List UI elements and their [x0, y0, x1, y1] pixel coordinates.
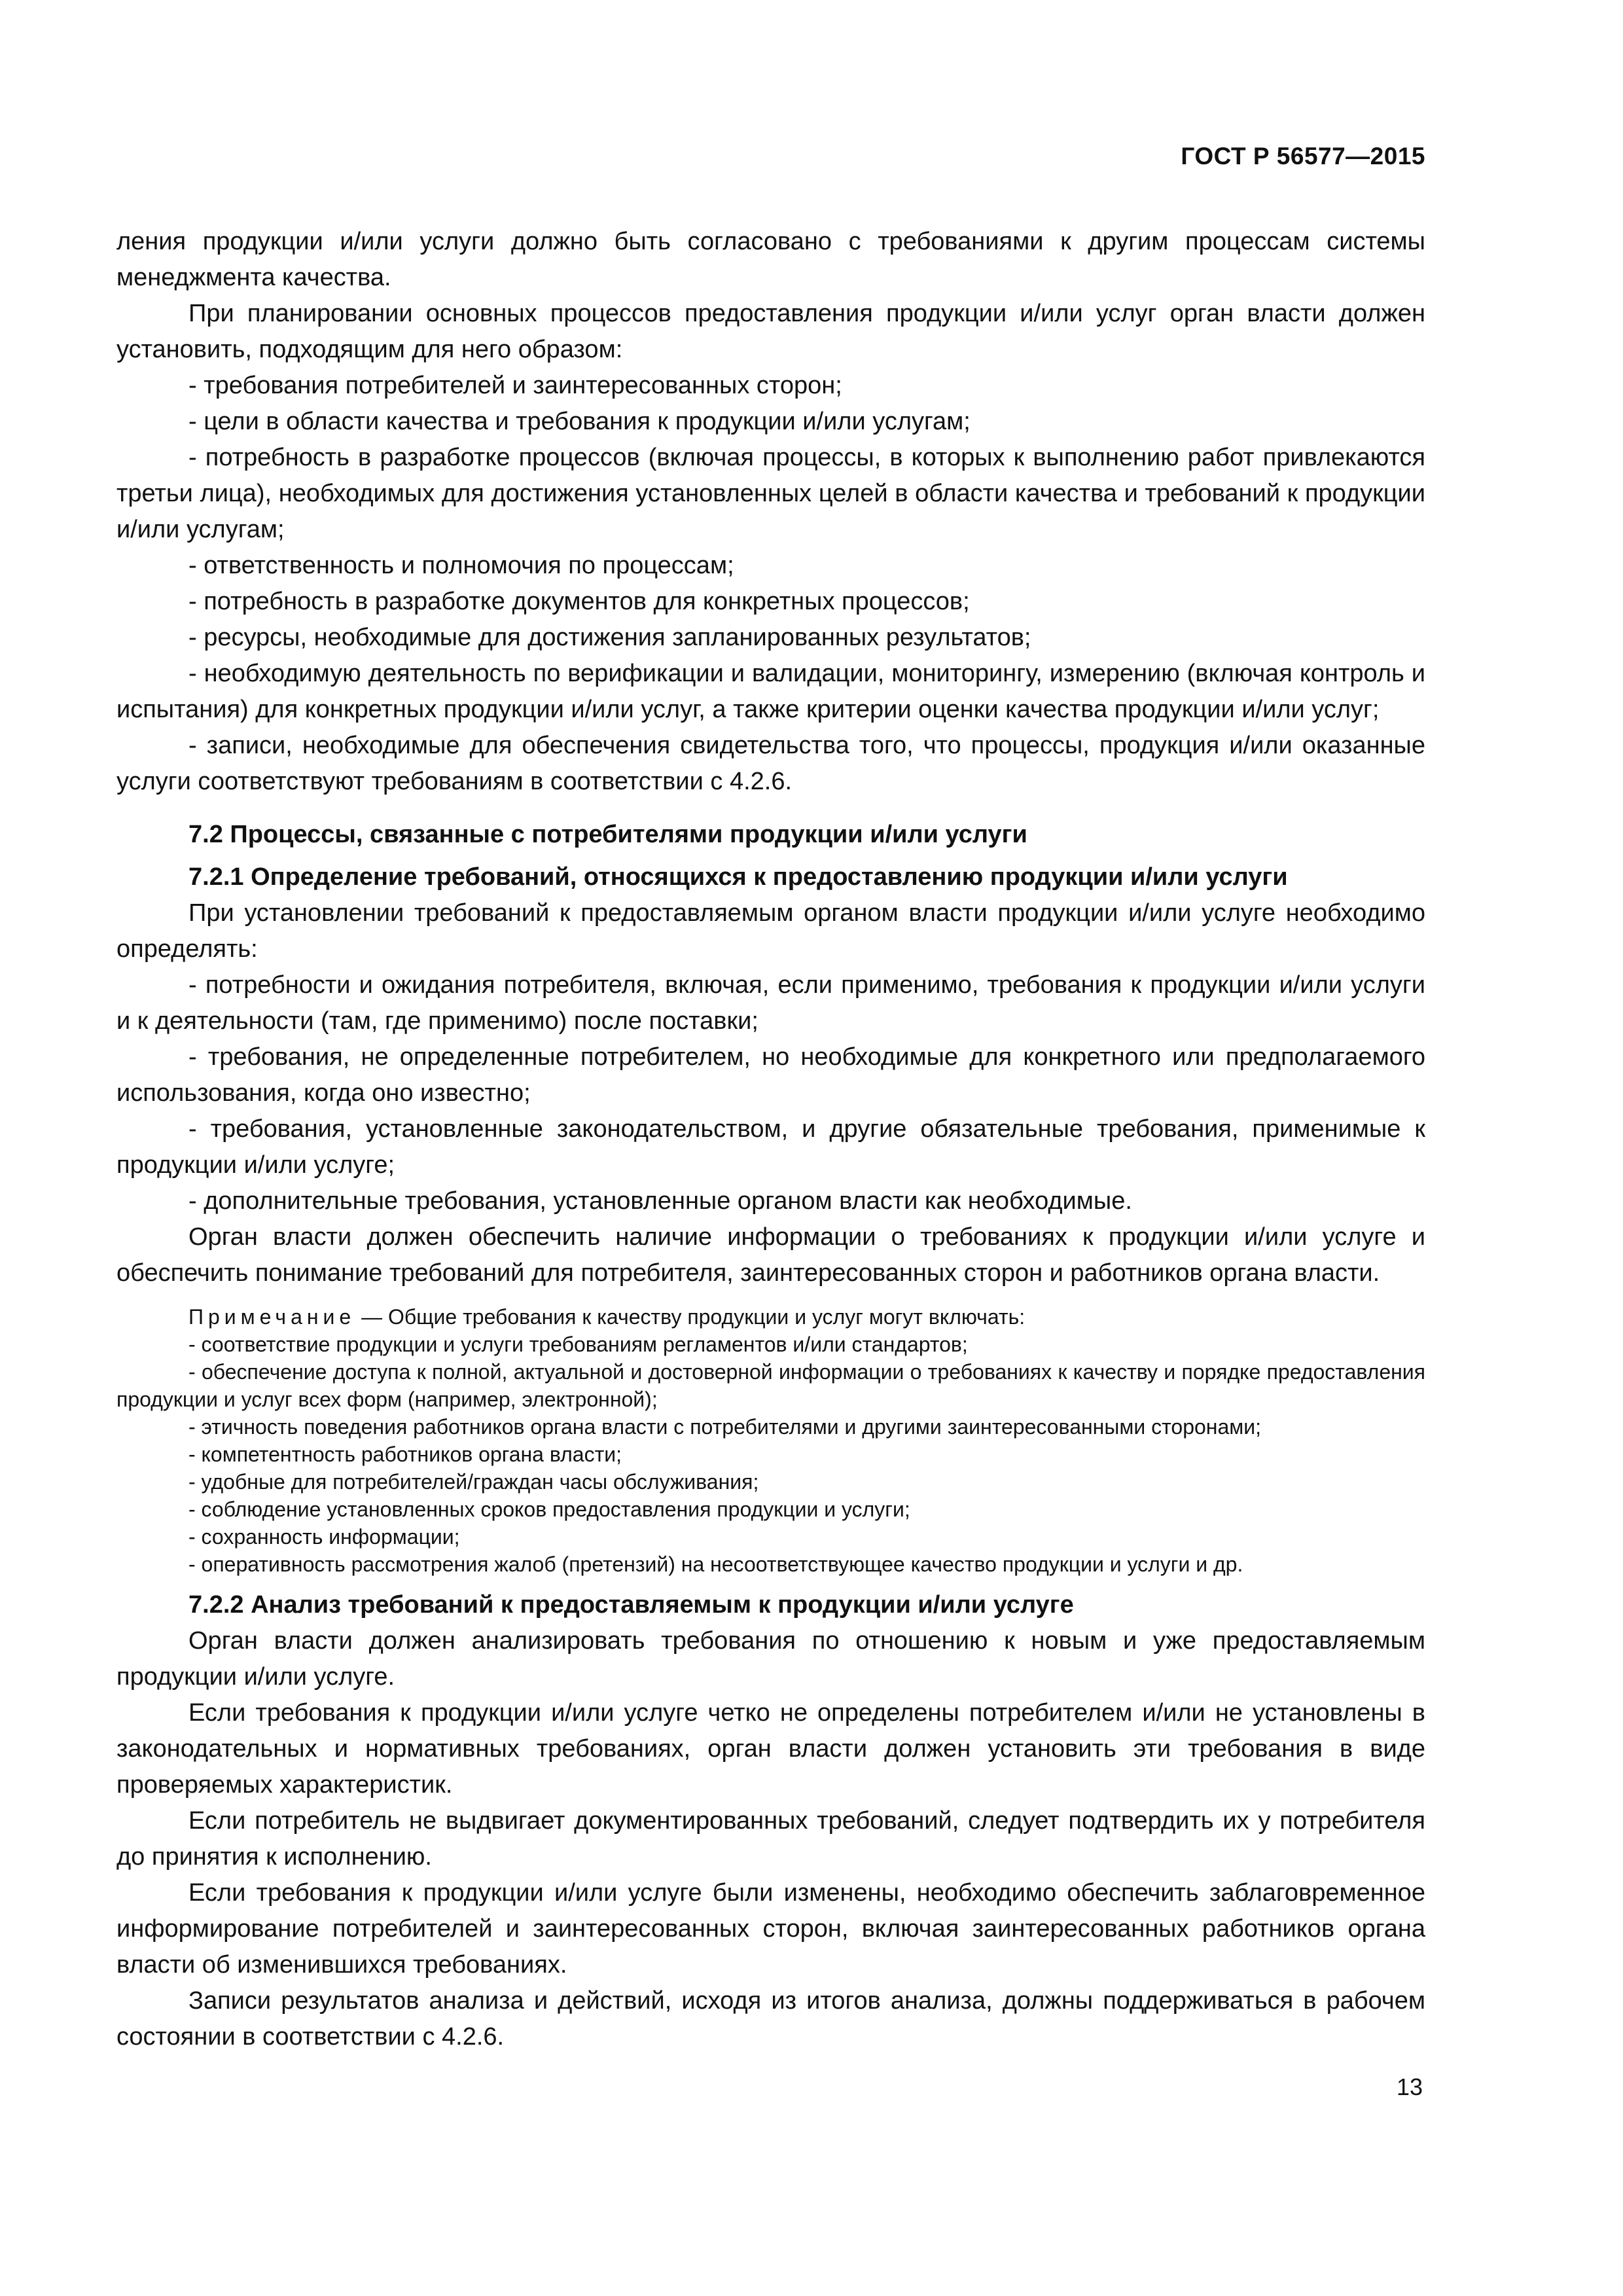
- paragraph: Орган власти должен обеспечить наличие информации о требованиях к продукции и/или услуге и обеспечить понимание требований для потребителя, заинтересованных сторон и работников органа власти.: [116, 1223, 1425, 1287]
- note-intro: [116, 1303, 1425, 1331]
- note-block: [116, 1303, 1425, 1578]
- paragraph: Если потребитель не выдвигает документированных требований, следует подтвердить их у потребителя до принятия к исполнению.: [116, 1807, 1425, 1871]
- note-item: - оперативность рассмотрения жалоб (претензий) на несоответствующее качество продукции и услуги и др.: [188, 1552, 1243, 1576]
- list-item: - цели в области качества и требования к продукции и/или услугам;: [188, 408, 971, 435]
- document-code: ГОСТ Р 56577—2015: [1181, 143, 1425, 170]
- list-item: - потребность в разработке документов для конкретных процессов;: [188, 588, 970, 615]
- section-heading-7-2: 7.2 Процессы, связанные с потребителями продукции и/или услуги: [188, 821, 1027, 848]
- list-item: - требования потребителей и заинтересованных сторон;: [188, 372, 842, 399]
- note-item: - обеспечение доступа к полной, актуальной и достоверной информации о требованиях к качеству и порядке предоставления продукции и услуг всех форм (например, электронной);: [116, 1360, 1425, 1411]
- note-item: - компетентность работников органа власти;: [188, 1443, 622, 1466]
- section-heading-7-2-2: 7.2.2 Анализ требований к предоставляемым к продукции и/или услуге: [188, 1591, 1074, 1619]
- note-item: - удобные для потребителей/граждан часы обслуживания;: [188, 1470, 759, 1494]
- page-number: 13: [1396, 2073, 1423, 2100]
- paragraph: При планировании основных процессов предоставления продукции и/или услуг орган власти должен установить, подходящим для него образом:: [116, 300, 1425, 363]
- note-item: - соответствие продукции и услуги требованиям регламентов и/или стандартов;: [188, 1333, 968, 1356]
- paragraph: Орган власти должен анализировать требования по отношению к новым и уже предоставляемым продукции и/или услуге.: [116, 1627, 1425, 1691]
- page-content: [116, 224, 1425, 2055]
- list-item: - потребности и ожидания потребителя, включая, если применимо, требования к продукции и/или услуги и к деятельности (там, где применимо) после поставки;: [116, 971, 1425, 1035]
- list-item: - потребность в разработке процессов (включая процессы, в которых к выполнению работ привлекаются третьи лица), необходимых для достижения установленных целей в области качества и требований к продукции и/или услугам;: [116, 444, 1425, 543]
- list-item: - ответственность и полномочия по процессам;: [188, 552, 734, 579]
- note-intro-text: — Общие требования к качеству продукции и услуг могут включать:: [355, 1305, 1026, 1329]
- paragraph: Если требования к продукции и/или услуге четко не определены потребителем и/или не установлены в законодательных и нормативных требованиях, орган власти должен установить эти требования в виде проверяемых характеристик.: [116, 1699, 1425, 1799]
- list-item: - дополнительные требования, установленные органом власти как необходимые.: [188, 1187, 1132, 1215]
- list-item: - необходимую деятельность по верификации и валидации, мониторингу, измерению (включая контроль и испытания) для конкретных продукции и/или услуг, а также критерии оценки качества продукции и/или услуг;: [116, 660, 1425, 723]
- note-item: - сохранность информации;: [188, 1525, 460, 1549]
- note-item: - этичность поведения работников органа власти с потребителями и другими заинтересованными сторонами;: [188, 1415, 1262, 1439]
- paragraph: При установлении требований к предоставляемым органом власти продукции и/или услуге необходимо определять:: [116, 899, 1425, 963]
- paragraph: Если требования к продукции и/или услуге были изменены, необходимо обеспечить заблаговременное информирование потребителей и заинтересованных сторон, включая заинтересованных работников органа власти об изменившихся требованиях.: [116, 1879, 1425, 1979]
- list-item: - требования, установленные законодательством, и другие обязательные требования, применимые к продукции и/или услуге;: [116, 1115, 1425, 1179]
- paragraph: ления продукции и/или услуги должно быть согласовано с требованиями к другим процессам системы менеджмента качества.: [116, 228, 1425, 291]
- note-item: - соблюдение установленных сроков предоставления продукции и услуги;: [188, 1498, 910, 1521]
- note-label: Примечание: [188, 1305, 356, 1329]
- list-item: - записи, необходимые для обеспечения свидетельства того, что процессы, продукция и/или оказанные услуги соответствуют требованиям в соответствии с 4.2.6.: [116, 732, 1425, 795]
- list-item: - требования, не определенные потребителем, но необходимые для конкретного или предполагаемого использования, когда оно известно;: [116, 1043, 1425, 1107]
- list-item: - ресурсы, необходимые для достижения запланированных результатов;: [188, 624, 1031, 651]
- section-heading-7-2-1: 7.2.1 Определение требований, относящихся к предоставлению продукции и/или услуги: [188, 863, 1288, 891]
- paragraph: Записи результатов анализа и действий, исходя из итогов анализа, должны поддерживаться в рабочем состоянии в соответствии с 4.2.6.: [116, 1987, 1425, 2051]
